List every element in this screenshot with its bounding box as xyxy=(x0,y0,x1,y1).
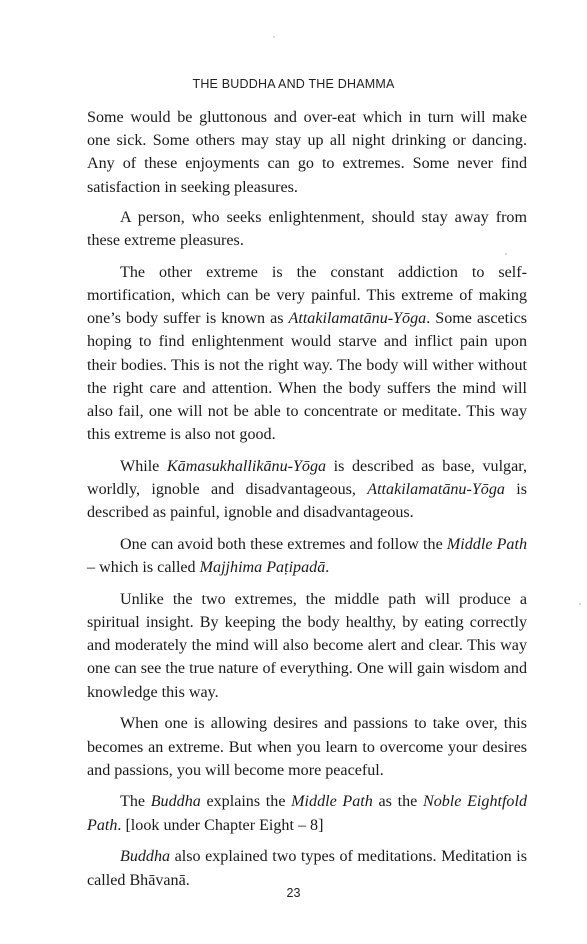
middle-path-term: Middle Path xyxy=(291,793,373,811)
paragraph-text: is described as base, vulgar, worldly, ignoble and disadvantageous, xyxy=(87,457,527,499)
paragraph xyxy=(87,588,527,704)
paragraph-text: While xyxy=(120,457,167,475)
middle-path-term: Middle Path xyxy=(446,535,527,553)
paragraph xyxy=(87,790,527,836)
yoga-term: Attakilamatānu-Yōga xyxy=(288,310,427,328)
paragraph xyxy=(87,712,527,782)
paragraph-text: . xyxy=(325,559,330,577)
paragraph-text: – which is called xyxy=(87,559,200,577)
scan-speck xyxy=(579,603,581,605)
paragraph-text: also explained two types of meditations. Meditation is called Bhāvanā. xyxy=(87,848,527,889)
paragraph-text: One can avoid both these extremes and follow the xyxy=(120,535,447,553)
buddha-term: Buddha xyxy=(150,793,201,811)
paragraph-text: . [look under Chapter Eight – 8] xyxy=(117,816,324,834)
paragraph xyxy=(87,206,527,252)
paragraph-text: When one is allowing desires and passions to take over, this becomes an extreme. But when you learn to overcome your desires and passions, you will become more peaceful. xyxy=(87,715,527,779)
running-header: THE BUDDHA AND THE DHAMMA xyxy=(192,77,395,91)
paragraph-text: The xyxy=(120,793,151,811)
paragraph-text: A person, who seeks enlightenment, should stay away from these extreme pleasures. xyxy=(87,208,527,250)
yoga-term: Kāmasukhallikānu-Yōga xyxy=(166,457,327,475)
paragraph-text: The other extreme is the constant addiction to self-mortification, which can be very painful. This extreme of making one’s body suffer is known as xyxy=(87,263,527,328)
paragraph-text: as the xyxy=(372,793,423,811)
paragraph xyxy=(87,845,527,891)
paragraph-text: is described as painful, ignoble and disadvantageous. xyxy=(87,481,527,522)
scan-speck xyxy=(273,36,275,38)
paragraph-text: . Some ascetics hoping to find enlightenment would starve and inflict pain upon their bodies. This is not the right way. The body will wither without the right care and attention. When the body suffers the mind will also fail, one will not be able to concentrate or meditate. This way this extreme is also not good. xyxy=(87,310,527,444)
paragraph xyxy=(87,455,527,525)
paragraph xyxy=(87,106,527,199)
paragraph xyxy=(87,533,527,579)
yoga-term: Attakilamatānu-Yōga xyxy=(367,481,505,499)
buddha-term: Buddha xyxy=(120,848,171,866)
pali-term: Majjhima Paṭipadā xyxy=(199,559,326,577)
paragraph xyxy=(87,261,527,447)
paragraph-text: explains the xyxy=(200,793,292,811)
paragraph-text: Unlike the two extremes, the middle path will produce a spiritual insight. By keeping the body healthy, by eating correctly and moderately the mind will also become alert and clear. This way one can see the true nature of everything. One will gain wisdom and knowledge this way. xyxy=(87,590,527,701)
paragraph-text: Some would be gluttonous and over-eat which in turn will make one sick. Some others may stay up all night drinking or dancing. Any of these enjoyments can go to extremes. Some never find satisfaction in seeking pleasures. xyxy=(87,109,527,196)
body-text xyxy=(87,106,527,892)
page-number: 23 xyxy=(286,886,301,900)
eightfold-path-term: Noble Eightfold Path xyxy=(87,793,528,834)
